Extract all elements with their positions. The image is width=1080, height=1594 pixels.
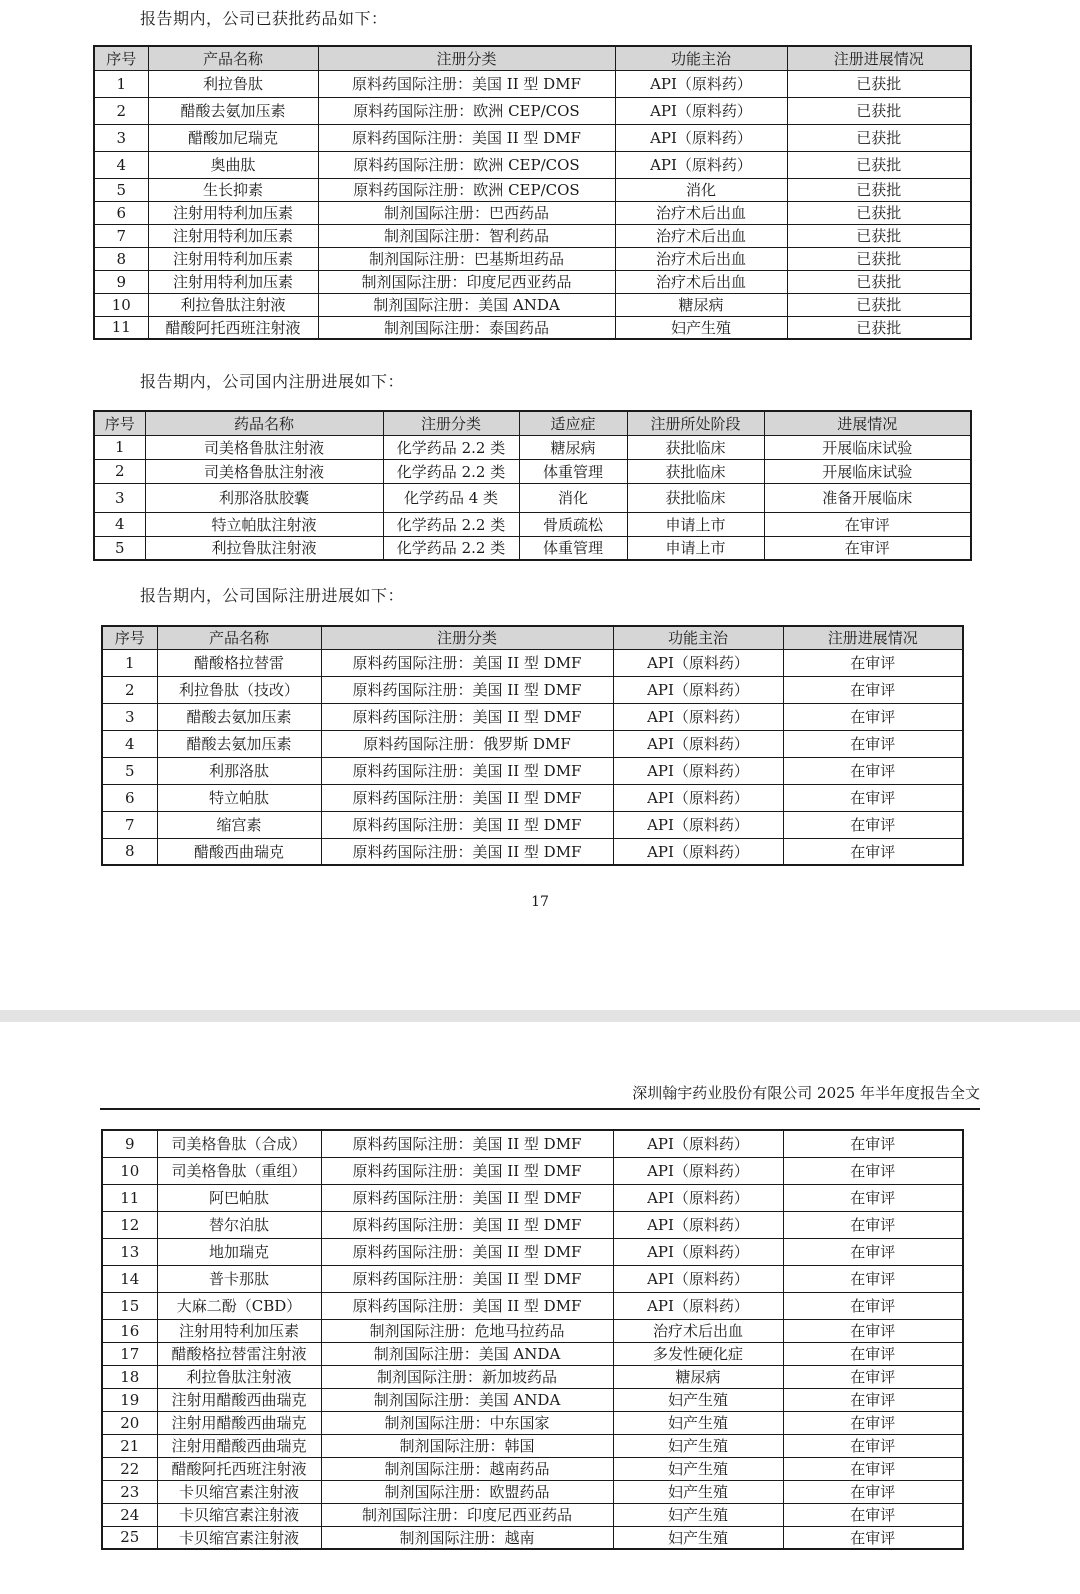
table-cell: 注射用醋酸西曲瑞克 — [157, 1411, 321, 1434]
table-cell: 已获批 — [787, 247, 971, 270]
table-cell: API（原料药） — [613, 703, 783, 730]
column-header: 注册分类 — [318, 46, 615, 70]
table-cell: 原料药国际注册：美国 II 型 DMF — [321, 649, 613, 676]
table-cell: 醋酸去氨加压素 — [148, 97, 318, 124]
table-row — [102, 1480, 963, 1503]
table-row — [102, 1211, 963, 1238]
table-cell: 12 — [102, 1211, 157, 1238]
table-cell: 制剂国际注册：美国 ANDA — [321, 1388, 613, 1411]
table-cell: 注射用特利加压素 — [148, 224, 318, 247]
table-cell: 已获批 — [787, 70, 971, 97]
table-cell: 原料药国际注册：美国 II 型 DMF — [321, 1238, 613, 1265]
running-header: 深圳翰宇药业股份有限公司 2025 年半年度报告全文 — [632, 1084, 980, 1102]
table-cell: 利那洛肽 — [157, 757, 321, 784]
table-cell: 10 — [102, 1157, 157, 1184]
table-cell: 制剂国际注册：欧盟药品 — [321, 1480, 613, 1503]
table-cell: 生长抑素 — [148, 178, 318, 201]
table-row — [102, 1342, 963, 1365]
table-cell: 在审评 — [783, 649, 963, 676]
document-page-18 — [0, 1022, 1080, 1594]
column-header: 适应症 — [519, 411, 627, 435]
table-cell: 制剂国际注册：新加坡药品 — [321, 1365, 613, 1388]
table-cell: 在审评 — [783, 1457, 963, 1480]
table-cell: 醋酸去氨加压素 — [157, 730, 321, 757]
table-row — [94, 97, 971, 124]
table-cell: 原料药国际注册：美国 II 型 DMF — [321, 757, 613, 784]
table-cell: 利拉鲁肽注射液 — [157, 1365, 321, 1388]
table-header-row — [94, 411, 971, 435]
table-cell: 制剂国际注册：印度尼西亚药品 — [321, 1503, 613, 1526]
table-cell: 制剂国际注册：越南药品 — [321, 1457, 613, 1480]
table-cell: 已获批 — [787, 124, 971, 151]
table-cell: 开展临床试验 — [764, 459, 971, 483]
table-cell: 4 — [94, 151, 148, 178]
table-row — [102, 784, 963, 811]
table-cell: 注射用特利加压素 — [148, 270, 318, 293]
table-cell: 在审评 — [783, 1434, 963, 1457]
table-cell: 原料药国际注册：美国 II 型 DMF — [321, 1157, 613, 1184]
table-cell: 制剂国际注册：印度尼西亚药品 — [318, 270, 615, 293]
table-cell: 已获批 — [787, 270, 971, 293]
table-row — [102, 1157, 963, 1184]
table-cell: 化学药品 2.2 类 — [383, 435, 519, 459]
table-cell: 原料药国际注册：美国 II 型 DMF — [318, 124, 615, 151]
table-cell: API（原料药） — [613, 649, 783, 676]
table-cell: 注射用特利加压素 — [157, 1319, 321, 1342]
table-row — [102, 1184, 963, 1211]
table-row — [94, 293, 971, 316]
table-cell: 在审评 — [783, 1503, 963, 1526]
table-cell: 在审评 — [783, 1388, 963, 1411]
table-cell: 化学药品 2.2 类 — [383, 512, 519, 536]
column-header: 功能主治 — [615, 46, 787, 70]
column-header: 注册进展情况 — [783, 626, 963, 649]
table-row — [94, 512, 971, 536]
table-cell: 1 — [102, 649, 157, 676]
table-cell: API（原料药） — [613, 757, 783, 784]
table-cell: 在审评 — [783, 1342, 963, 1365]
table-cell: 制剂国际注册：中东国家 — [321, 1411, 613, 1434]
table-row — [102, 676, 963, 703]
table-cell: 18 — [102, 1365, 157, 1388]
intro-domestic: 报告期内，公司国内注册进展如下： — [140, 372, 405, 391]
table-cell: API（原料药） — [613, 1238, 783, 1265]
column-header: 产品名称 — [157, 626, 321, 649]
table-cell: 卡贝缩宫素注射液 — [157, 1526, 321, 1549]
column-header: 注册进展情况 — [787, 46, 971, 70]
table-cell: API（原料药） — [613, 1157, 783, 1184]
table-cell: 在审评 — [783, 676, 963, 703]
table-cell: 原料药国际注册：美国 II 型 DMF — [321, 1130, 613, 1157]
table-cell: 治疗术后出血 — [615, 201, 787, 224]
table-row — [94, 124, 971, 151]
table-cell: 在审评 — [783, 1157, 963, 1184]
table-cell: 奥曲肽 — [148, 151, 318, 178]
table-cell: 16 — [102, 1319, 157, 1342]
table-cell: 原料药国际注册：美国 II 型 DMF — [321, 1184, 613, 1211]
intro-international: 报告期内，公司国际注册进展如下： — [140, 586, 405, 605]
table-row — [94, 201, 971, 224]
table-cell: 2 — [94, 97, 148, 124]
table-cell: API（原料药） — [615, 97, 787, 124]
domestic-registration-table — [93, 410, 972, 561]
table-cell: API（原料药） — [613, 1211, 783, 1238]
table-cell: 4 — [102, 730, 157, 757]
table-cell: 注射用特利加压素 — [148, 201, 318, 224]
table-cell: 8 — [102, 838, 157, 865]
table-cell: 8 — [94, 247, 148, 270]
table-row — [94, 536, 971, 560]
table-header-row — [94, 46, 971, 70]
table-cell: 化学药品 4 类 — [383, 483, 519, 512]
table-cell: 在审评 — [783, 1238, 963, 1265]
table-cell: 在审评 — [783, 838, 963, 865]
table-cell: 25 — [102, 1526, 157, 1549]
table-cell: 在审评 — [783, 1265, 963, 1292]
table-cell: 在审评 — [783, 811, 963, 838]
table-cell: API（原料药） — [613, 676, 783, 703]
table-row — [102, 1238, 963, 1265]
table-row — [94, 247, 971, 270]
table-cell: 妇产生殖 — [613, 1503, 783, 1526]
table-cell: 醋酸加尼瑞克 — [148, 124, 318, 151]
table-cell: 原料药国际注册：欧洲 CEP/COS — [318, 178, 615, 201]
table-row — [94, 70, 971, 97]
table-cell: 在审评 — [783, 1411, 963, 1434]
table-row — [102, 1434, 963, 1457]
column-header: 进展情况 — [764, 411, 971, 435]
table-cell: 在审评 — [783, 1211, 963, 1238]
table-cell: 原料药国际注册：美国 II 型 DMF — [321, 676, 613, 703]
column-header: 注册所处阶段 — [627, 411, 764, 435]
table-cell: 利拉鲁肽注射液 — [145, 536, 383, 560]
table-cell: 在审评 — [783, 784, 963, 811]
table-cell: 2 — [94, 459, 145, 483]
table-cell: 制剂国际注册：巴基斯坦药品 — [318, 247, 615, 270]
table-cell: 制剂国际注册：美国 ANDA — [318, 293, 615, 316]
table-cell: 在审评 — [783, 1480, 963, 1503]
table-cell: 申请上市 — [627, 536, 764, 560]
table-cell: 17 — [102, 1342, 157, 1365]
table-cell: 申请上市 — [627, 512, 764, 536]
table-cell: API（原料药） — [613, 1130, 783, 1157]
table-cell: 醋酸阿托西班注射液 — [157, 1457, 321, 1480]
table-cell: 11 — [94, 316, 148, 339]
table-row — [102, 649, 963, 676]
table-cell: 获批临床 — [627, 435, 764, 459]
table-cell: 3 — [102, 703, 157, 730]
table-cell: 2 — [102, 676, 157, 703]
table-cell: 治疗术后出血 — [615, 224, 787, 247]
header-rule — [100, 1108, 980, 1110]
table-cell: 20 — [102, 1411, 157, 1434]
table-cell: 10 — [94, 293, 148, 316]
table-cell: 1 — [94, 435, 145, 459]
column-header: 序号 — [94, 411, 145, 435]
table-cell: 在审评 — [783, 1130, 963, 1157]
table-cell: 替尔泊肽 — [157, 1211, 321, 1238]
table-row — [102, 730, 963, 757]
table-row — [94, 483, 971, 512]
table-row — [102, 703, 963, 730]
table-cell: 3 — [94, 483, 145, 512]
intro-approved: 报告期内，公司已获批药品如下： — [140, 9, 388, 28]
table-cell: 已获批 — [787, 293, 971, 316]
table-cell: 骨质疏松 — [519, 512, 627, 536]
table-cell: 在审评 — [764, 536, 971, 560]
table-cell: 已获批 — [787, 97, 971, 124]
table-cell: 卡贝缩宫素注射液 — [157, 1480, 321, 1503]
table-cell: 司美格鲁肽注射液 — [145, 435, 383, 459]
table-row — [94, 151, 971, 178]
international-registration-table-part1 — [101, 625, 964, 866]
table-cell: 6 — [94, 201, 148, 224]
table-row — [102, 1319, 963, 1342]
table-cell: 糖尿病 — [613, 1365, 783, 1388]
table-cell: 在审评 — [764, 512, 971, 536]
table-cell: 已获批 — [787, 201, 971, 224]
table-cell: 原料药国际注册：美国 II 型 DMF — [321, 784, 613, 811]
table-cell: 14 — [102, 1265, 157, 1292]
table-cell: 24 — [102, 1503, 157, 1526]
table-cell: 在审评 — [783, 703, 963, 730]
column-header: 序号 — [102, 626, 157, 649]
table-row — [94, 435, 971, 459]
table-cell: 注射用特利加压素 — [148, 247, 318, 270]
table-cell: API（原料药） — [613, 1184, 783, 1211]
table-cell: 在审评 — [783, 1365, 963, 1388]
table-cell: 注射用醋酸西曲瑞克 — [157, 1388, 321, 1411]
table-cell: 化学药品 2.2 类 — [383, 536, 519, 560]
column-header: 注册分类 — [321, 626, 613, 649]
table-cell: 普卡那肽 — [157, 1265, 321, 1292]
table-cell: API（原料药） — [613, 838, 783, 865]
table-cell: 利拉鲁肽注射液 — [148, 293, 318, 316]
table-cell: 5 — [94, 536, 145, 560]
table-cell: 22 — [102, 1457, 157, 1480]
table-cell: 23 — [102, 1480, 157, 1503]
table-cell: 准备开展临床 — [764, 483, 971, 512]
table-row — [94, 270, 971, 293]
table-cell: 已获批 — [787, 178, 971, 201]
table-cell: 醋酸格拉替雷 — [157, 649, 321, 676]
table-cell: 大麻二酚（CBD） — [157, 1292, 321, 1319]
table-cell: 原料药国际注册：欧洲 CEP/COS — [318, 151, 615, 178]
table-cell: 获批临床 — [627, 459, 764, 483]
table-cell: 已获批 — [787, 224, 971, 247]
table-cell: 阿巴帕肽 — [157, 1184, 321, 1211]
table-cell: 妇产生殖 — [613, 1388, 783, 1411]
table-row — [102, 1411, 963, 1434]
table-cell: 利拉鲁肽 — [148, 70, 318, 97]
table-cell: 21 — [102, 1434, 157, 1457]
table-cell: 司美格鲁肽（重组） — [157, 1157, 321, 1184]
table-cell: 13 — [102, 1238, 157, 1265]
table-cell: 妇产生殖 — [613, 1480, 783, 1503]
table-cell: API（原料药） — [613, 811, 783, 838]
table-cell: 治疗术后出血 — [615, 247, 787, 270]
table-cell: 特立帕肽 — [157, 784, 321, 811]
table-cell: 原料药国际注册：美国 II 型 DMF — [321, 1265, 613, 1292]
table-cell: 在审评 — [783, 1526, 963, 1549]
table-cell: 消化 — [615, 178, 787, 201]
table-row — [94, 459, 971, 483]
table-cell: 已获批 — [787, 151, 971, 178]
table-cell: 利那洛肽胶囊 — [145, 483, 383, 512]
table-cell: 司美格鲁肽注射液 — [145, 459, 383, 483]
table-cell: 3 — [94, 124, 148, 151]
table-row — [94, 316, 971, 339]
table-cell: API（原料药） — [613, 730, 783, 757]
table-cell: 注射用醋酸西曲瑞克 — [157, 1434, 321, 1457]
table-cell: API（原料药） — [613, 1265, 783, 1292]
table-cell: 9 — [94, 270, 148, 293]
table-cell: 体重管理 — [519, 536, 627, 560]
table-cell: 7 — [102, 811, 157, 838]
table-cell: API（原料药） — [615, 151, 787, 178]
table-cell: 制剂国际注册：智利药品 — [318, 224, 615, 247]
table-row — [102, 811, 963, 838]
table-cell: 15 — [102, 1292, 157, 1319]
table-cell: 获批临床 — [627, 483, 764, 512]
table-cell: 妇产生殖 — [613, 1411, 783, 1434]
table-cell: 原料药国际注册：美国 II 型 DMF — [321, 1292, 613, 1319]
table-cell: 原料药国际注册：美国 II 型 DMF — [321, 838, 613, 865]
table-cell: 在审评 — [783, 1184, 963, 1211]
table-cell: 7 — [94, 224, 148, 247]
column-header: 产品名称 — [148, 46, 318, 70]
table-cell: 糖尿病 — [519, 435, 627, 459]
page-separator — [0, 1010, 1080, 1022]
table-cell: 制剂国际注册：美国 ANDA — [321, 1342, 613, 1365]
table-cell: 原料药国际注册：欧洲 CEP/COS — [318, 97, 615, 124]
table-row — [94, 178, 971, 201]
table-cell: 在审评 — [783, 1319, 963, 1342]
table-cell: 原料药国际注册：美国 II 型 DMF — [321, 811, 613, 838]
table-row — [102, 757, 963, 784]
table-cell: 开展临床试验 — [764, 435, 971, 459]
table-row — [102, 1526, 963, 1549]
table-cell: 5 — [94, 178, 148, 201]
table-cell: 在审评 — [783, 757, 963, 784]
table-row — [102, 1503, 963, 1526]
table-cell: 6 — [102, 784, 157, 811]
table-cell: 妇产生殖 — [613, 1434, 783, 1457]
column-header: 药品名称 — [145, 411, 383, 435]
table-cell: API（原料药） — [615, 124, 787, 151]
table-cell: 消化 — [519, 483, 627, 512]
table-row — [94, 224, 971, 247]
table-cell: 19 — [102, 1388, 157, 1411]
international-registration-table-part2 — [101, 1129, 964, 1550]
table-cell: 原料药国际注册：俄罗斯 DMF — [321, 730, 613, 757]
table-cell: API（原料药） — [615, 70, 787, 97]
table-row — [102, 1130, 963, 1157]
table-cell: 治疗术后出血 — [613, 1319, 783, 1342]
table-cell: API（原料药） — [613, 1292, 783, 1319]
table-row — [102, 838, 963, 865]
table-cell: 原料药国际注册：美国 II 型 DMF — [321, 1211, 613, 1238]
column-header: 注册分类 — [383, 411, 519, 435]
table-cell: 制剂国际注册：危地马拉药品 — [321, 1319, 613, 1342]
table-cell: 制剂国际注册：巴西药品 — [318, 201, 615, 224]
table-cell: 体重管理 — [519, 459, 627, 483]
table-cell: 11 — [102, 1184, 157, 1211]
table-cell: 原料药国际注册：美国 II 型 DMF — [318, 70, 615, 97]
table-cell: 制剂国际注册：泰国药品 — [318, 316, 615, 339]
table-cell: 在审评 — [783, 1292, 963, 1319]
table-cell: API（原料药） — [613, 784, 783, 811]
table-row — [102, 1265, 963, 1292]
table-cell: 妇产生殖 — [613, 1457, 783, 1480]
table-cell: 醋酸西曲瑞克 — [157, 838, 321, 865]
table-row — [102, 1457, 963, 1480]
table-cell: 地加瑞克 — [157, 1238, 321, 1265]
table-cell: 制剂国际注册：越南 — [321, 1526, 613, 1549]
column-header: 功能主治 — [613, 626, 783, 649]
table-cell: 特立帕肽注射液 — [145, 512, 383, 536]
table-cell: 司美格鲁肽（合成） — [157, 1130, 321, 1157]
table-row — [102, 1388, 963, 1411]
table-cell: 妇产生殖 — [613, 1526, 783, 1549]
table-cell: 卡贝缩宫素注射液 — [157, 1503, 321, 1526]
table-cell: 1 — [94, 70, 148, 97]
table-cell: 醋酸格拉替雷注射液 — [157, 1342, 321, 1365]
table-cell: 缩宫素 — [157, 811, 321, 838]
table-cell: 醋酸阿托西班注射液 — [148, 316, 318, 339]
table-cell: 醋酸去氨加压素 — [157, 703, 321, 730]
table-cell: 在审评 — [783, 730, 963, 757]
table-header-row — [102, 626, 963, 649]
table-row — [102, 1292, 963, 1319]
approved-drugs-table — [93, 45, 972, 340]
table-cell: 4 — [94, 512, 145, 536]
table-cell: 5 — [102, 757, 157, 784]
table-cell: 原料药国际注册：美国 II 型 DMF — [321, 703, 613, 730]
column-header: 序号 — [94, 46, 148, 70]
table-cell: 制剂国际注册：韩国 — [321, 1434, 613, 1457]
table-cell: 9 — [102, 1130, 157, 1157]
table-row — [102, 1365, 963, 1388]
table-cell: 多发性硬化症 — [613, 1342, 783, 1365]
table-cell: 妇产生殖 — [615, 316, 787, 339]
table-cell: 已获批 — [787, 316, 971, 339]
table-cell: 治疗术后出血 — [615, 270, 787, 293]
table-cell: 利拉鲁肽（技改） — [157, 676, 321, 703]
table-cell: 化学药品 2.2 类 — [383, 459, 519, 483]
table-cell: 糖尿病 — [615, 293, 787, 316]
page-number: 17 — [531, 894, 549, 910]
